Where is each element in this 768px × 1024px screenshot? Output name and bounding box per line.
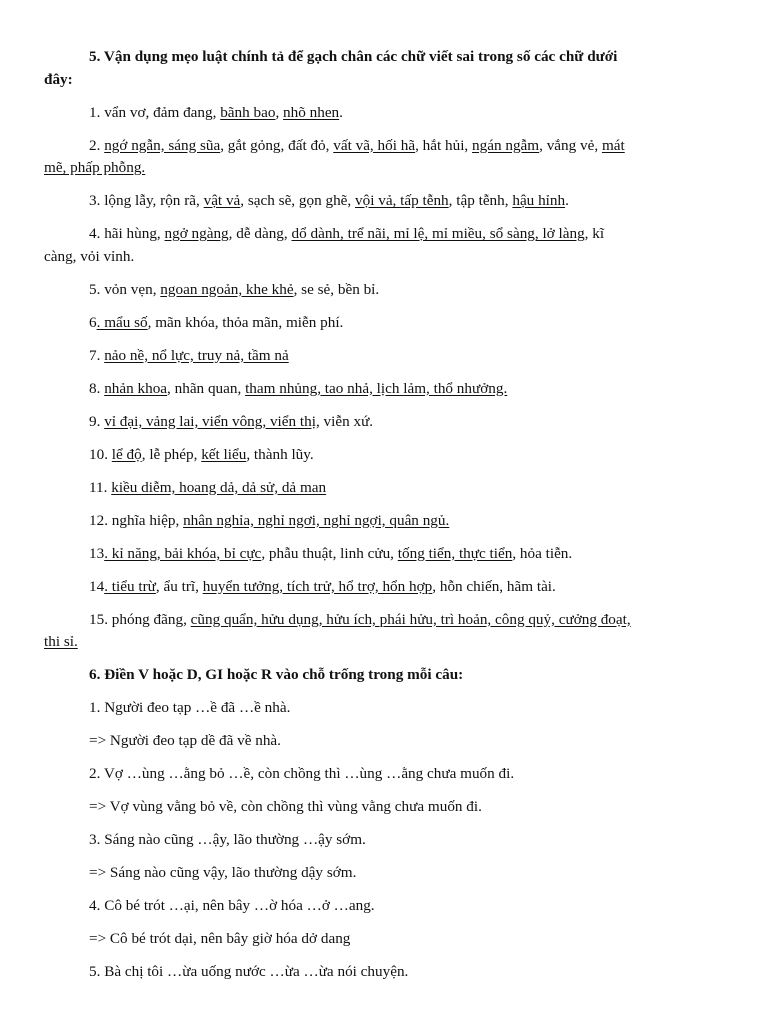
text-segment: 1. Người đeo tạp …ề đã …ề nhà. [89, 699, 291, 716]
text-segment: 9. [89, 412, 105, 430]
ex6-q1 [44, 697, 724, 720]
underlined-segment: mẽ, phấp phỗng. [44, 159, 146, 176]
ex6-q4 [44, 895, 724, 918]
text-segment: . [339, 103, 343, 121]
ex5-item-2-cont [44, 157, 724, 180]
text-segment: đây: [44, 70, 73, 88]
text-segment: , hỗn chiến, hãm tài. [432, 577, 556, 595]
text-segment: 10. [89, 445, 112, 463]
text-segment: 2. [89, 136, 105, 154]
text-segment: 1. vẩn vơ, đảm đang, [89, 103, 221, 121]
ex5-item-3 [44, 190, 724, 213]
underlined-segment: bãnh bao [220, 103, 276, 121]
text-segment: , [275, 103, 284, 121]
underlined-segment: kiều diễm, hoang dả, dả sử, dả man [111, 478, 327, 496]
ex5-item-6 [44, 312, 724, 335]
text-segment: , ẩu trĩ, [155, 577, 203, 595]
underlined-segment: vội vả, tấp tễnh [355, 192, 449, 209]
underlined-segment: lể độ [111, 445, 142, 463]
underlined-segment: thi sỉ. [44, 633, 78, 650]
ex6-q3 [44, 829, 724, 852]
text-segment: 15. phóng đãng, [89, 610, 191, 628]
ex5-item-9 [44, 411, 724, 434]
text-segment: 5. vỏn vẹn, [89, 280, 161, 298]
text-segment: . [565, 192, 569, 209]
ex6-a3 [44, 862, 724, 885]
underlined-segment: . kỉ năng, bải khóa, bỉ cực [104, 544, 262, 562]
ex5-item-4-cont [44, 246, 724, 269]
ex5-item-1 [44, 102, 724, 125]
text-segment: , nhãn quan, [167, 379, 246, 397]
text-segment: 4. Cô bé trót …ại, nên bây …ờ hóa …ở …ang. [89, 897, 375, 914]
ex5-item-7 [44, 345, 724, 368]
text-segment: , phẫu thuật, linh cửu, [261, 544, 398, 562]
ex5-item-2 [44, 135, 724, 158]
ex6-a1 [44, 730, 724, 753]
text-segment: 14 [89, 577, 105, 595]
ex5-item-15 [44, 609, 724, 632]
text-segment: , se sẻ, bền bỉ. [293, 280, 380, 298]
text-segment: , viễn xứ. [315, 412, 374, 430]
ex5-item-14 [44, 576, 724, 599]
text-segment: 2. Vợ …ùng …ằng bỏ …ề, còn chồng thì …ùng …ằng chưa muốn đi. [89, 765, 515, 782]
text-segment: , dễ dàng, [228, 225, 292, 242]
text-segment: 3. lộng lẫy, rộn rã, [89, 192, 204, 209]
text-segment: 8. [89, 379, 105, 397]
text-segment: 5. Bà chị tôi …ừa uống nước …ừa …ừa nói chuyện. [89, 963, 409, 980]
underlined-segment: nhõ nhen [283, 103, 340, 121]
underlined-segment: ngớ ngẫn, sáng sũa [104, 136, 221, 154]
underlined-segment: huyển tưởng, tích trử, hổ trợ, hổn hợp [202, 577, 433, 595]
underlined-segment: nhân nghỉa, nghỉ ngơi, nghỉ ngợi, quân ngủ. [183, 511, 450, 529]
text-segment: , gắt gỏng, đất đỏ, [220, 136, 334, 154]
text-segment: => Sáng nào cũng vậy, lão thường dậy sớm. [89, 864, 357, 881]
underlined-segment: ngán ngẫm [472, 136, 540, 154]
underlined-segment: nảo nề, nổ lực, truy nả, tầm nả [104, 346, 289, 364]
text-segment: 7. [89, 346, 105, 364]
text-segment: => Vợ vùng vằng bỏ về, còn chồng thì vùng vằng chưa muốn đi. [89, 798, 482, 815]
ex6-q2 [44, 763, 724, 786]
ex6-a2 [44, 796, 724, 819]
ex6-q5 [44, 961, 724, 984]
ex5-item-4 [44, 223, 724, 246]
underlined-segment: kết liểu [201, 445, 247, 463]
text-segment: 12. nghĩa hiệp, [89, 511, 184, 529]
underlined-segment: tống tiển, thực tiển [397, 544, 513, 562]
text-segment: 6. Điền V hoặc D, GI hoặc R vào chỗ trống trong mỗi câu: [89, 666, 464, 683]
text-segment: 4. hãi hùng, [89, 225, 165, 242]
text-segment: , vắng vẻ, [539, 136, 602, 154]
text-segment: 5. Vận dụng mẹo luật chính tả để gạch chân các chữ viết sai trong số các chữ dưới [89, 48, 618, 65]
text-segment: , thành lũy. [246, 445, 314, 463]
ex5-item-13 [44, 543, 724, 566]
text-segment: , sạch sẽ, gọn ghẽ, [240, 192, 356, 209]
text-segment: càng, vỏi vỉnh. [44, 247, 135, 265]
exercise-6-heading [44, 664, 724, 687]
text-segment: => Người đeo tạp dề đã về nhà. [89, 732, 281, 749]
underlined-segment: ngoan ngoản, khe khẻ [160, 280, 294, 298]
underlined-segment: vật vả [203, 192, 241, 209]
ex5-item-8 [44, 378, 724, 401]
underlined-segment: vỉ đại, vảng lai, viển vông, viển thị [104, 412, 316, 430]
underlined-segment: . mẩu số [96, 313, 148, 331]
underlined-segment: vất vã, hối hã [333, 136, 416, 154]
text-segment: , lễ phép, [141, 445, 202, 463]
underlined-segment: . tiểu trừ [104, 577, 156, 595]
ex6-a4 [44, 928, 724, 951]
ex5-item-5 [44, 279, 724, 302]
text-segment: , tập tễnh, [448, 192, 513, 209]
text-segment: => Cô bé trót dại, nên bây giờ hóa dở dang [89, 930, 351, 947]
text-segment: 6 [89, 313, 97, 331]
underlined-segment: nhản khoa [104, 379, 168, 397]
ex5-item-10 [44, 444, 724, 467]
underlined-segment: tham nhủng, tao nhả, lịch lảm, thổ nhưởng. [245, 379, 508, 397]
underlined-segment: dổ dành, trể nãi, mỉ lệ, mỉ miều, sổ sàng, lở làng [291, 225, 585, 242]
ex5-item-11 [44, 477, 724, 500]
underlined-segment: hậu hỉnh [512, 192, 566, 209]
underlined-segment: cũng quẩn, hửu dụng, hửu ích, phái hửu, trì hoản, công quỷ, cưởng đoạt, [190, 610, 631, 628]
ex5-item-15-cont [44, 631, 724, 654]
text-segment: , hắt hủi, [415, 136, 473, 154]
exercise-5-heading-cont [44, 69, 724, 92]
underlined-segment: mát [601, 136, 625, 154]
text-segment: , kĩ [584, 225, 605, 242]
text-segment: , hỏa tiễn. [512, 544, 573, 562]
ex5-item-12 [44, 510, 724, 533]
text-segment: 3. Sáng nào cũng …ậy, lão thường …ậy sớm. [89, 831, 366, 848]
underlined-segment: ngở ngàng [164, 225, 229, 242]
text-segment: 13 [89, 544, 105, 562]
text-segment: 11. [89, 478, 112, 496]
exercise-5-heading [44, 46, 724, 69]
text-segment: , mãn khóa, thỏa mãn, miễn phí. [147, 313, 344, 331]
